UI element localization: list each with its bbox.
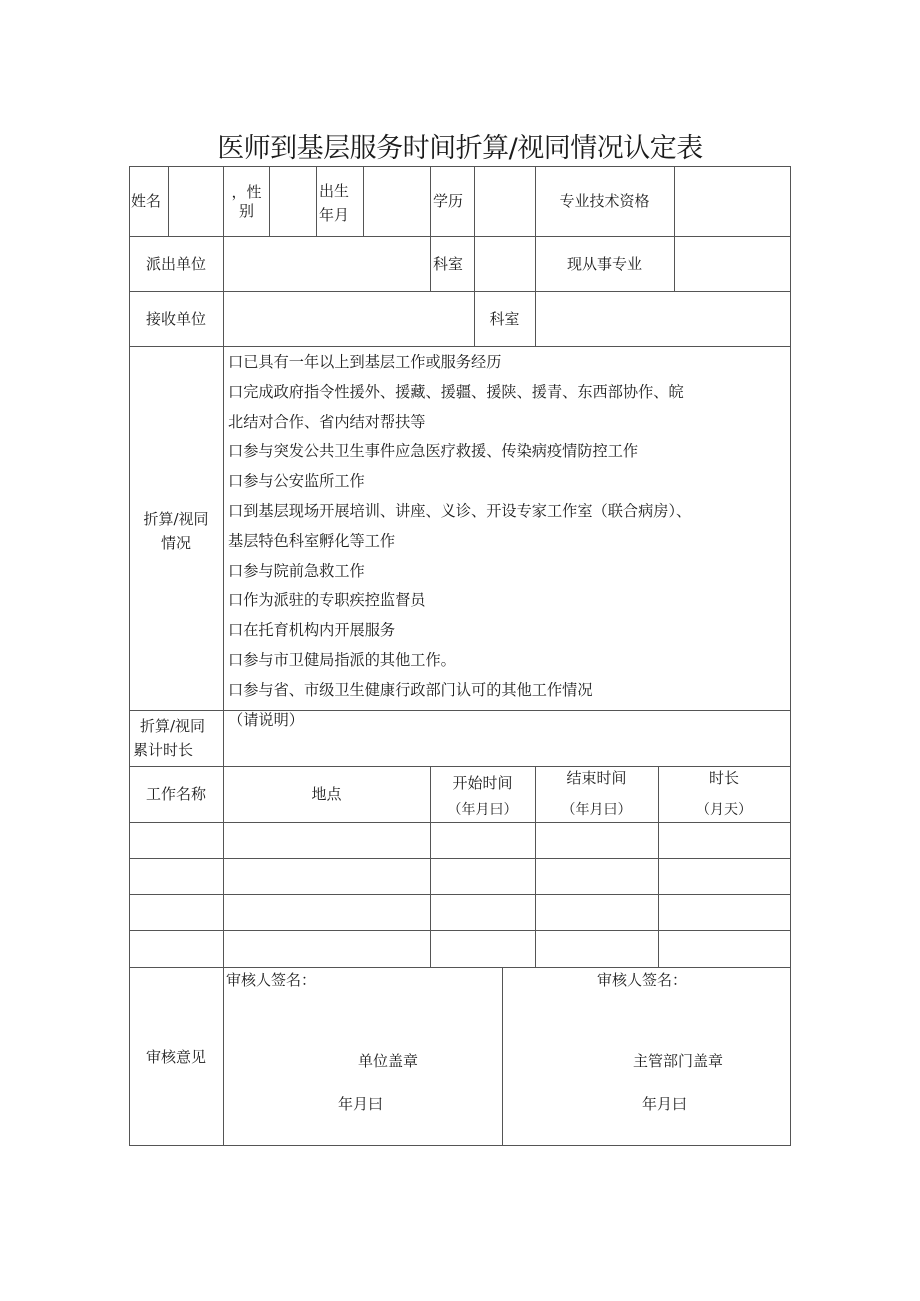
dispatch-unit-field[interactable] bbox=[224, 237, 430, 291]
checklist-item[interactable]: 口参与市卫健局指派的其他工作。 bbox=[228, 650, 456, 669]
table-row[interactable] bbox=[130, 931, 790, 967]
checklist-item[interactable]: 口在托育机构内开展服务 bbox=[228, 621, 396, 640]
checklist-item-continued: 北结对合作、省内结对帮扶等 bbox=[228, 412, 426, 431]
checklist-item[interactable]: 口完成政府指令性援外、援藏、援疆、援陕、援青、东西部协作、皖 bbox=[228, 382, 684, 401]
col-duration: 时长 bbox=[708, 769, 739, 787]
right-signer-label: 审核人签名： bbox=[597, 971, 688, 989]
col-start-format: （年月曰） bbox=[447, 802, 518, 818]
situation-label: 折算/视同 bbox=[143, 510, 209, 528]
checklist-item[interactable]: 口作为派驻的专职疾控监督员 bbox=[228, 591, 426, 610]
qualification-label: 专业技术资格 bbox=[559, 192, 650, 210]
total-label-2: 累计时长 bbox=[133, 741, 194, 759]
unit-seal-label: 单位盖章 bbox=[358, 1052, 419, 1070]
gender-label: ，性 bbox=[231, 183, 262, 201]
col-end-time: 结束时间 bbox=[566, 769, 627, 787]
education-field[interactable] bbox=[475, 167, 535, 236]
situation-checklist bbox=[228, 348, 788, 729]
department-seal-label: 主管部门盖章 bbox=[633, 1052, 724, 1070]
birth-field[interactable] bbox=[364, 167, 430, 236]
birth-label-2: 年月 bbox=[319, 206, 350, 224]
review-label: 审核意见 bbox=[145, 1048, 206, 1066]
receiving-department-label: 科室 bbox=[489, 310, 520, 328]
receiving-unit-field[interactable] bbox=[224, 292, 474, 346]
checklist-item[interactable]: 口已具有一年以上到基层工作或服务经历 bbox=[228, 353, 502, 371]
right-date-label: 年月曰 bbox=[642, 1095, 688, 1113]
col-end-format: （年月曰） bbox=[561, 802, 632, 818]
checklist-item[interactable]: 口参与突发公共卫生事件应急医疗救援、传染病疫情防控工作 bbox=[228, 442, 639, 461]
qualification-field[interactable] bbox=[675, 167, 790, 236]
table-row[interactable] bbox=[130, 895, 790, 930]
gender-field[interactable] bbox=[270, 167, 316, 236]
gender-label-2: 别 bbox=[238, 202, 254, 220]
col-duration-format: （月天） bbox=[696, 802, 752, 818]
checklist-item-continued: 基层特色科室孵化等工作 bbox=[228, 531, 396, 550]
table-row[interactable] bbox=[130, 859, 790, 894]
checklist-item-note: （请说明） bbox=[228, 710, 304, 729]
situation-label-2: 情况 bbox=[160, 534, 191, 552]
col-start-time: 开始时间 bbox=[452, 774, 513, 792]
col-work-name: 工作名称 bbox=[145, 785, 206, 803]
department-field[interactable] bbox=[475, 237, 535, 291]
receiving-unit-label: 接收单位 bbox=[145, 310, 206, 328]
current-specialty-label: 现从事专业 bbox=[566, 255, 642, 273]
receiving-department-field[interactable] bbox=[536, 292, 790, 346]
education-label: 学历 bbox=[433, 192, 464, 210]
total-label: 折算/视同 bbox=[140, 717, 206, 735]
col-place: 地点 bbox=[311, 785, 342, 803]
department-label: 科室 bbox=[433, 255, 464, 273]
checklist-item[interactable]: 口参与公安监所工作 bbox=[228, 472, 365, 491]
checklist-item[interactable]: 口参与省、市级卫生健康行政部门认可的其他工作情况 bbox=[228, 680, 593, 699]
table-row[interactable] bbox=[130, 823, 790, 858]
checklist-item[interactable]: 口到基层现场开展培训、讲座、义诊、开设专家工作室（联合病房）、 bbox=[228, 501, 692, 520]
current-specialty-field[interactable] bbox=[675, 237, 790, 291]
left-signer-label: 审核人签名： bbox=[226, 971, 317, 989]
dispatch-unit-label: 派出单位 bbox=[145, 255, 206, 273]
page-title: 医师到基层服务时间折算/视同情况认定表 bbox=[217, 133, 703, 164]
total-duration-field[interactable] bbox=[224, 711, 790, 766]
name-label: 姓名 bbox=[131, 192, 162, 210]
left-date-label: 年月曰 bbox=[338, 1095, 384, 1113]
birth-label: 出生 bbox=[319, 182, 350, 200]
name-field[interactable] bbox=[169, 167, 223, 236]
checklist-item[interactable]: 口参与院前急救工作 bbox=[228, 561, 365, 580]
